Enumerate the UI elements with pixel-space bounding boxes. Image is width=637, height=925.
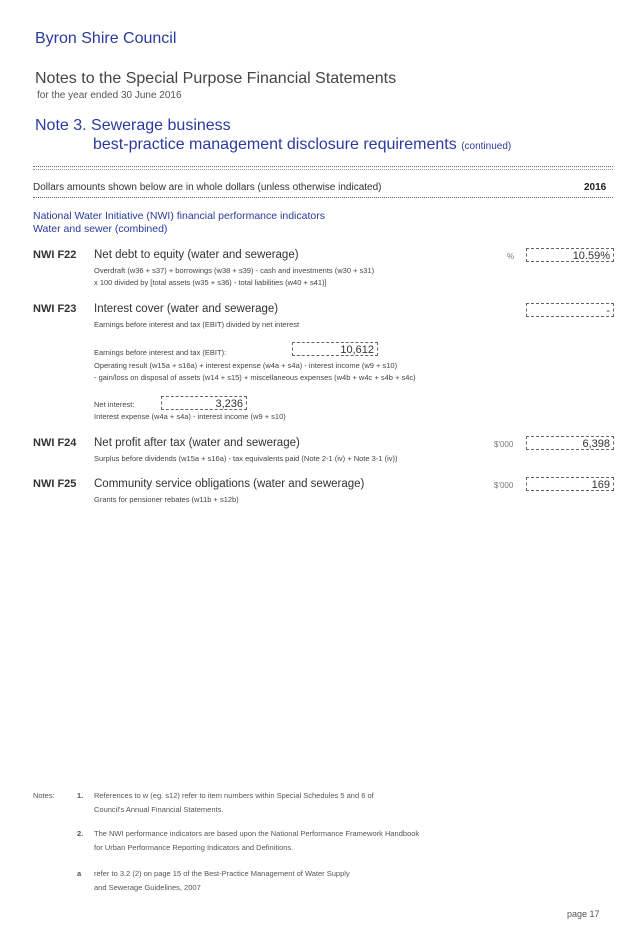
divider	[33, 197, 613, 198]
footnote-line: References to w (eg. s12) refer to item numbers within Special Schedules 5 and 6 of	[94, 791, 374, 800]
indicator-code: NWI F24	[33, 437, 77, 449]
footnotes-label: Notes:	[33, 791, 55, 800]
ebit-value: 10,612	[292, 342, 378, 356]
footnote-marker: a	[77, 869, 82, 878]
net-interest-label: Net interest:	[94, 400, 135, 409]
year-column-header: 2016	[584, 182, 607, 193]
ebit-label: Earnings before interest and tax (EBIT):	[94, 348, 227, 357]
indicator-title: Interest cover (water and sewerage)	[94, 303, 279, 315]
unit-label: %	[507, 252, 515, 261]
note-title: Note 3. Sewerage business	[35, 117, 231, 134]
indicator-title: Net profit after tax (water and sewerage)	[94, 437, 300, 449]
indicator-code: NWI F25	[33, 478, 77, 490]
formula-line: x 100 divided by [total assets (w35 + s36) - total liabilities (w40 + s41)]	[94, 278, 327, 287]
footnote-line: and Sewerage Guidelines, 2007	[94, 883, 201, 892]
page-number: page 17	[567, 909, 600, 919]
document-title: Notes to the Special Purpose Financial Statements	[35, 70, 397, 87]
divider	[33, 169, 613, 170]
net-interest-value: 3,236	[161, 396, 247, 410]
indicator-code: NWI F22	[33, 249, 77, 261]
indicator-code: NWI F23	[33, 303, 77, 315]
indicator-formula: Earnings before interest and tax (EBIT) divided by net interest	[94, 320, 300, 329]
council-name: Byron Shire Council	[35, 30, 177, 47]
footnote-line: refer to 3.2 (2) on page 15 of the Best-Practice Management of Water Supply	[94, 869, 350, 878]
indicator-formula: Surplus before dividends (w15a + s16a) - tax equivalents paid (Note 2-1 (iv) + Note 3-1 (iv))	[94, 454, 398, 463]
indicator-formula	[94, 265, 374, 289]
net-interest-formula: Interest expense (w4a + s4a) - interest income (w9 + s10)	[94, 412, 286, 421]
footnote-marker: 1.	[77, 791, 84, 800]
indicator-formula: Grants for pensioner rebates (w11b + s12b)	[94, 495, 239, 504]
note-subtitle	[93, 136, 511, 154]
section-heading	[33, 210, 325, 236]
dollars-note: Dollars amounts shown below are in whole dollars (unless otherwise indicated)	[33, 182, 382, 193]
footnote-line: for Urban Performance Reporting Indicators and Definitions.	[94, 843, 294, 852]
section-subtitle: Water and sewer (combined)	[33, 223, 168, 235]
indicator-value: 6,398	[526, 436, 614, 450]
indicator-title: Net debt to equity (water and sewerage)	[94, 249, 299, 261]
formula-line: Overdraft (w36 + s37) + borrowings (w38 + s39) - cash and investments (w30 + s31)	[94, 266, 375, 275]
footnote-line: The NWI performance indicators are based upon the National Performance Framework Handbook	[94, 829, 420, 838]
unit-label: $'000	[494, 481, 514, 490]
unit-label: $'000	[494, 440, 514, 449]
reporting-period: for the year ended 30 June 2016	[37, 90, 182, 101]
footnote-marker: 2.	[77, 829, 84, 838]
indicator-title: Community service obligations (water and sewerage)	[94, 478, 365, 490]
formula-line: Operating result (w15a + s16a) + interest expense (w4a + s4a) - interest income (w9 + s10)	[94, 361, 398, 370]
indicator-value: 169	[526, 477, 614, 491]
footnote-text	[94, 867, 350, 895]
section-title: National Water Initiative (NWI) financial performance indicators	[33, 210, 325, 222]
indicator-value: -	[526, 303, 614, 317]
indicator-value: 10.59%	[526, 248, 614, 262]
divider	[33, 166, 613, 167]
continued-label: (continued)	[461, 141, 512, 152]
formula-line: - gain/loss on disposal of assets (w14 + s15) + miscellaneous expenses (w4b + w4c + s4b + s4c)	[94, 373, 416, 382]
footnote-text	[94, 827, 419, 855]
footnote-text	[94, 789, 374, 817]
note-subtitle-text: best-practice management disclosure requirements	[93, 136, 457, 153]
ebit-formula	[94, 360, 416, 384]
footnote-line: Council's Annual Financial Statements.	[94, 805, 224, 814]
